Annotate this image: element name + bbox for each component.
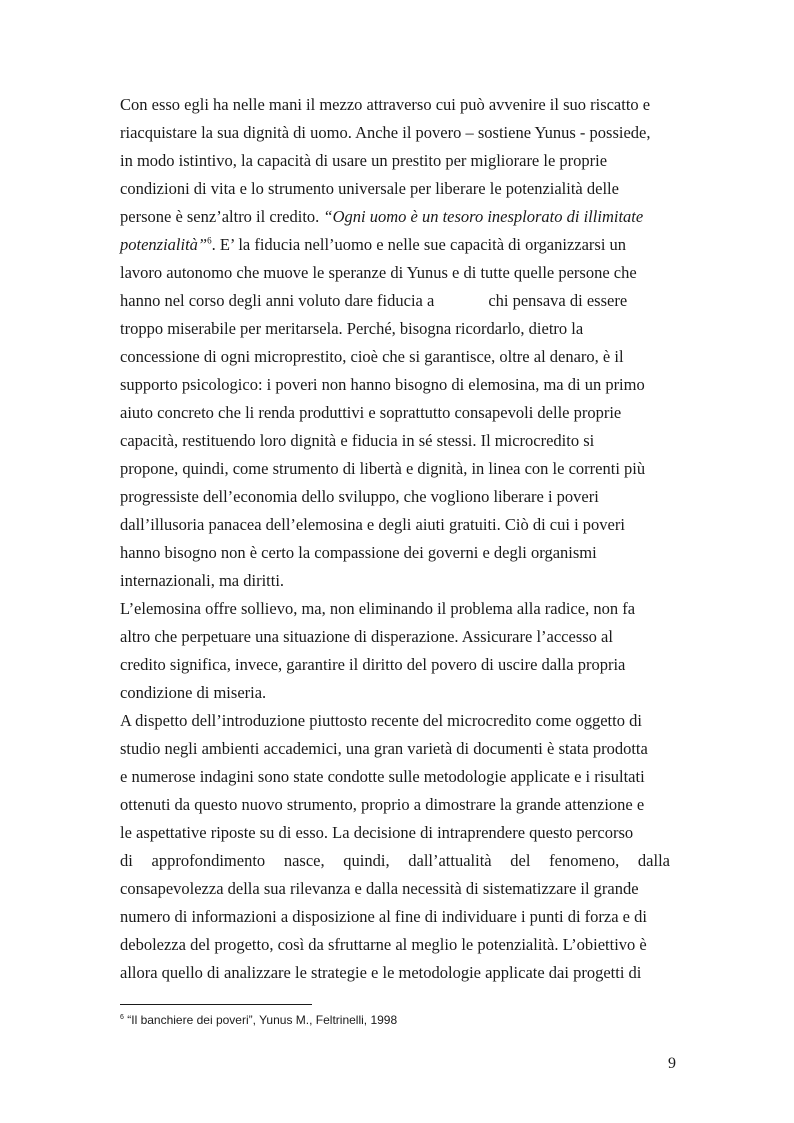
body-line: troppo miserabile per meritarsela. Perché, bisogna ricordarlo, dietro la xyxy=(120,319,584,338)
body-line: numero di informazioni a disposizione al fine di individuare i punti di forza e di xyxy=(120,907,647,926)
footnote-number: 6 xyxy=(120,1014,124,1021)
footnote-separator xyxy=(120,1004,312,1005)
body-line: condizioni di vita e lo strumento universale per liberare le potenzialità delle xyxy=(120,179,619,198)
body-line: supporto psicologico: i poveri non hanno bisogno di elemosina, ma di un primo xyxy=(120,375,645,394)
yunus-quote: “Ogni uomo è un tesoro inesplorato di illimitate xyxy=(323,207,644,226)
footnote xyxy=(120,1012,397,1028)
body-line: in modo istintivo, la capacità di usare un prestito per migliorare le proprie xyxy=(120,151,608,170)
body-text: hanno nel corso degli anni voluto dare fiducia a xyxy=(120,291,435,310)
body-line xyxy=(120,291,670,311)
body-line xyxy=(120,235,670,255)
body-text: chi pensava di essere xyxy=(488,291,628,310)
body-line: propone, quindi, come strumento di libertà e dignità, in linea con le correnti più xyxy=(120,459,646,478)
body-line: ottenuti da questo nuovo strumento, proprio a dimostrare la grande attenzione e xyxy=(120,795,645,814)
body-line: capacità, restituendo loro dignità e fiducia in sé stessi. Il microcredito si xyxy=(120,431,595,450)
body-text: . E’ la fiducia nell’uomo e nelle sue capacità di organizzarsi un xyxy=(211,235,627,254)
body-line: studio negli ambienti accademici, una gran varietà di documenti è stata prodotta xyxy=(120,739,648,758)
body-line: L’elemosina offre sollievo, ma, non eliminando il problema alla radice, non fa xyxy=(120,599,636,618)
body-line: lavoro autonomo che muove le speranze di Yunus e di tutte quelle persone che xyxy=(120,263,637,282)
body-line: e numerose indagini sono state condotte sulle metodologie applicate e i risultati xyxy=(120,767,645,786)
body-line: consapevolezza della sua rilevanza e dalla necessità di sistematizzare il grande xyxy=(120,879,639,898)
body-line: Con esso egli ha nelle mani il mezzo attraverso cui può avvenire il suo riscatto e xyxy=(120,95,651,114)
body-line: credito significa, invece, garantire il diritto del povero di uscire dalla propria xyxy=(120,655,626,674)
body-line: le aspettative riposte su di esso. La decisione di intraprendere questo percorso xyxy=(120,823,634,842)
body-line: aiuto concreto che li renda produttivi e soprattutto consapevoli delle proprie xyxy=(120,403,622,422)
body-line: dall’illusoria panacea dell’elemosina e degli aiuti gratuiti. Ciò di cui i poveri xyxy=(120,515,625,534)
yunus-quote: potenzialità” xyxy=(120,235,208,254)
body-text: persone è senz’altro il credito. xyxy=(120,207,324,226)
body-line: internazionali, ma diritti. xyxy=(120,571,285,590)
body-line: riacquistare la sua dignità di uomo. Anche il povero – sostiene Yunus - possiede, xyxy=(120,123,651,142)
footnote-text: “Il banchiere dei poveri”, Yunus M., Feltrinelli, 1998 xyxy=(123,1013,398,1027)
page-number: 9 xyxy=(668,1055,676,1072)
body-line: allora quello di analizzare le strategie e le metodologie applicate dai progetti di xyxy=(120,963,642,982)
body-line: debolezza del progetto, così da sfruttarne al meglio le potenzialità. L’obiettivo è xyxy=(120,935,647,954)
body-line: altro che perpetuare una situazione di disperazione. Assicurare l’accesso al xyxy=(120,627,613,646)
footnote-ref: 6 xyxy=(207,235,212,246)
body-line xyxy=(120,207,670,227)
body-line: A dispetto dell’introduzione piuttosto recente del microcredito come oggetto di xyxy=(120,711,642,730)
body-line: hanno bisogno non è certo la compassione dei governi e degli organismi xyxy=(120,543,597,562)
body-line: progressiste dell’economia dello sviluppo, che vogliono liberare i poveri xyxy=(120,487,599,506)
body-line: di approfondimento nasce, quindi, dall’attualità del fenomeno, dalla xyxy=(120,851,670,870)
body-line: condizione di miseria. xyxy=(120,683,267,702)
body-line: concessione di ogni microprestito, cioè che si garantisce, oltre al denaro, è il xyxy=(120,347,624,366)
